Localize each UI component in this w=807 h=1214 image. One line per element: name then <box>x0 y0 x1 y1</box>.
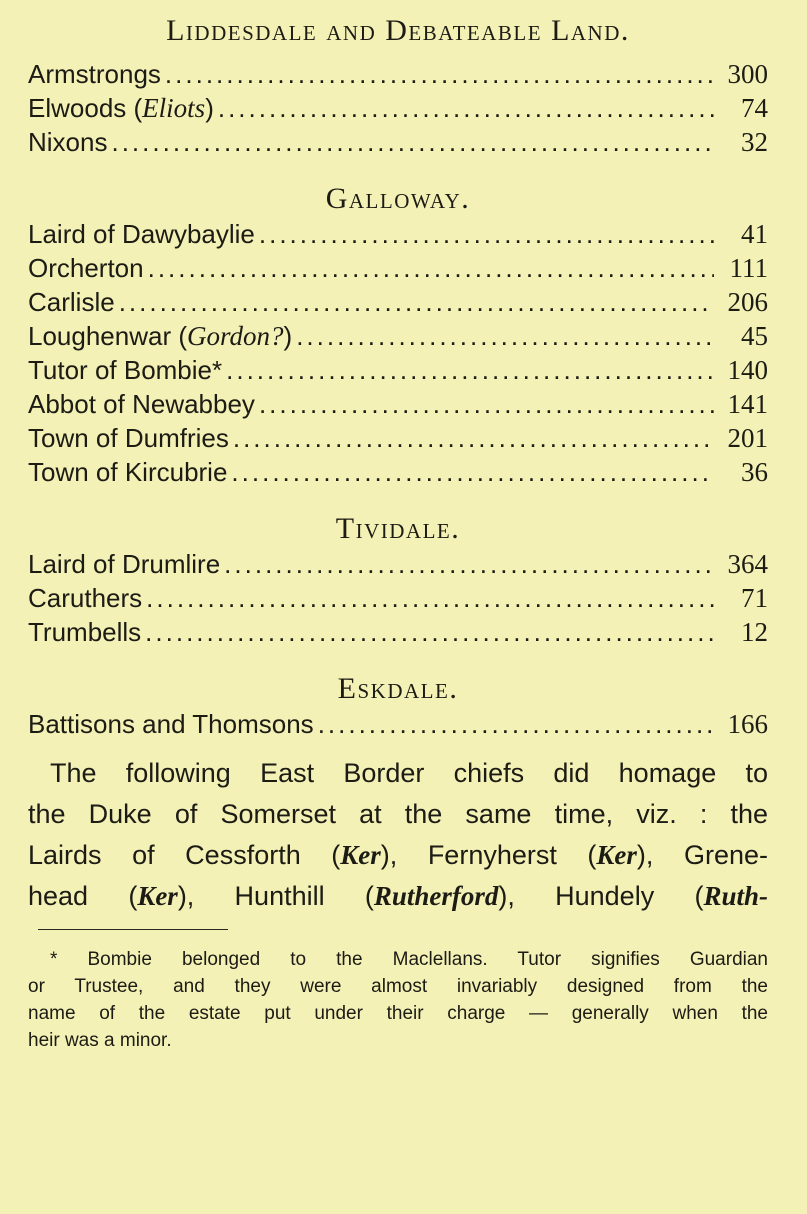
leader-dots <box>296 319 714 353</box>
surname-italic: Ruth- <box>703 881 768 911</box>
entry-name: Elwoods (Eliots) <box>28 93 214 123</box>
text-run: ), Grene- <box>636 840 769 870</box>
leader-dots <box>148 251 714 285</box>
entry-list-tividale <box>28 547 768 649</box>
footnote-line: heir was a minor. <box>28 1030 172 1051</box>
entry-list-galloway <box>28 217 768 489</box>
entry-alias: Eliots <box>142 93 206 123</box>
entry-name: Abbot of Newabbey <box>28 389 255 419</box>
entry-count: 12 <box>741 617 768 647</box>
entry-count: 201 <box>727 423 768 453</box>
text-run: head ( <box>28 881 138 911</box>
entry-alias: Gordon? <box>187 321 284 351</box>
entry-row <box>28 707 768 741</box>
paragraph-line: The following East Border chiefs did homage to <box>50 758 768 788</box>
surname-italic: Ker <box>340 840 381 870</box>
entry-count: 141 <box>727 389 768 419</box>
entry-name-text: Elwoods <box>28 93 127 123</box>
section-heading-liddesdale: Liddesdale and Debateable Land. <box>166 14 630 47</box>
entry-list-eskdale <box>28 707 768 741</box>
entry-name: Caruthers <box>28 583 143 613</box>
section-heading-tividale: Tividale. <box>335 512 461 545</box>
entry-name: Town of Kircubrie <box>28 457 228 487</box>
paragraph-line <box>28 876 768 917</box>
leader-dots <box>119 285 714 319</box>
footnote-line: or Trustee, and they were almost invariably designed from the <box>28 976 768 997</box>
entry-name: Town of Dumfries <box>28 423 229 453</box>
leader-dots <box>111 125 714 159</box>
entry-name: Tutor of Bombie* <box>28 355 223 385</box>
entry-row <box>28 455 768 489</box>
entry-name: Armstrongs <box>28 59 161 89</box>
leader-dots <box>259 387 714 421</box>
entry-name: Battisons and Thomsons <box>28 709 314 739</box>
entry-count: 111 <box>729 253 768 283</box>
entry-name: Carlisle <box>28 287 115 317</box>
entry-count: 166 <box>727 709 768 739</box>
footnote <box>28 946 768 1054</box>
text-run: ), Hundely ( <box>498 881 704 911</box>
entry-row <box>28 57 768 91</box>
surname-italic: Ker <box>137 881 178 911</box>
entry-name: Trumbells <box>28 617 142 647</box>
entry-count: 45 <box>741 321 768 351</box>
entry-row <box>28 125 768 159</box>
entry-count: 71 <box>741 583 768 613</box>
body-paragraph <box>28 753 768 917</box>
leader-dots <box>231 455 714 489</box>
entry-count: 32 <box>741 127 768 157</box>
entry-list-liddesdale <box>28 57 768 159</box>
section-heading-eskdale: Eskdale. <box>337 672 459 705</box>
entry-name: Laird of Dawybaylie <box>28 219 255 249</box>
leader-dots <box>224 547 714 581</box>
surname-italic: Ker <box>596 840 637 870</box>
entry-row <box>28 91 768 125</box>
paragraph-line: the Duke of Somerset at the same time, viz. : the <box>28 799 768 829</box>
leader-dots <box>226 353 714 387</box>
surname-italic: Rutherford <box>373 881 499 911</box>
entry-name-text: Loughenwar <box>28 321 172 351</box>
footnote-rule <box>38 929 228 930</box>
entry-count: 206 <box>727 287 768 317</box>
text-run: ), Hunthill ( <box>177 881 374 911</box>
leader-dots <box>146 581 714 615</box>
text-run: Lairds of Cessforth ( <box>28 840 341 870</box>
entry-count: 41 <box>741 219 768 249</box>
entry-count: 74 <box>741 93 768 123</box>
entry-name: Orcherton <box>28 253 144 283</box>
entry-row <box>28 547 768 581</box>
leader-dots <box>259 217 714 251</box>
entry-row <box>28 615 768 649</box>
leader-dots <box>165 57 714 91</box>
paragraph-line <box>28 835 768 876</box>
entry-row <box>28 581 768 615</box>
entry-row <box>28 217 768 251</box>
entry-row <box>28 421 768 455</box>
book-page <box>28 0 768 1054</box>
section-heading-galloway: Galloway. <box>325 182 471 215</box>
entry-row <box>28 353 768 387</box>
leader-dots <box>218 91 714 125</box>
entry-name: Loughenwar (Gordon?) <box>28 321 293 351</box>
entry-row <box>28 319 768 353</box>
text-run: ), Fernyherst ( <box>380 840 597 870</box>
entry-count: 36 <box>741 457 768 487</box>
entry-row <box>28 387 768 421</box>
leader-dots <box>145 615 714 649</box>
entry-row <box>28 251 768 285</box>
footnote-line: name of the estate put under their charge — generally when the <box>28 1003 768 1024</box>
entry-name: Laird of Drumlire <box>28 549 221 579</box>
entry-count: 300 <box>727 59 768 89</box>
entry-count: 364 <box>727 549 768 579</box>
entry-row <box>28 285 768 319</box>
leader-dots <box>318 707 714 741</box>
leader-dots <box>233 421 714 455</box>
entry-count: 140 <box>727 355 768 385</box>
entry-name: Nixons <box>28 127 108 157</box>
footnote-line: * Bombie belonged to the Maclellans. Tutor signifies Guardian <box>50 949 768 970</box>
